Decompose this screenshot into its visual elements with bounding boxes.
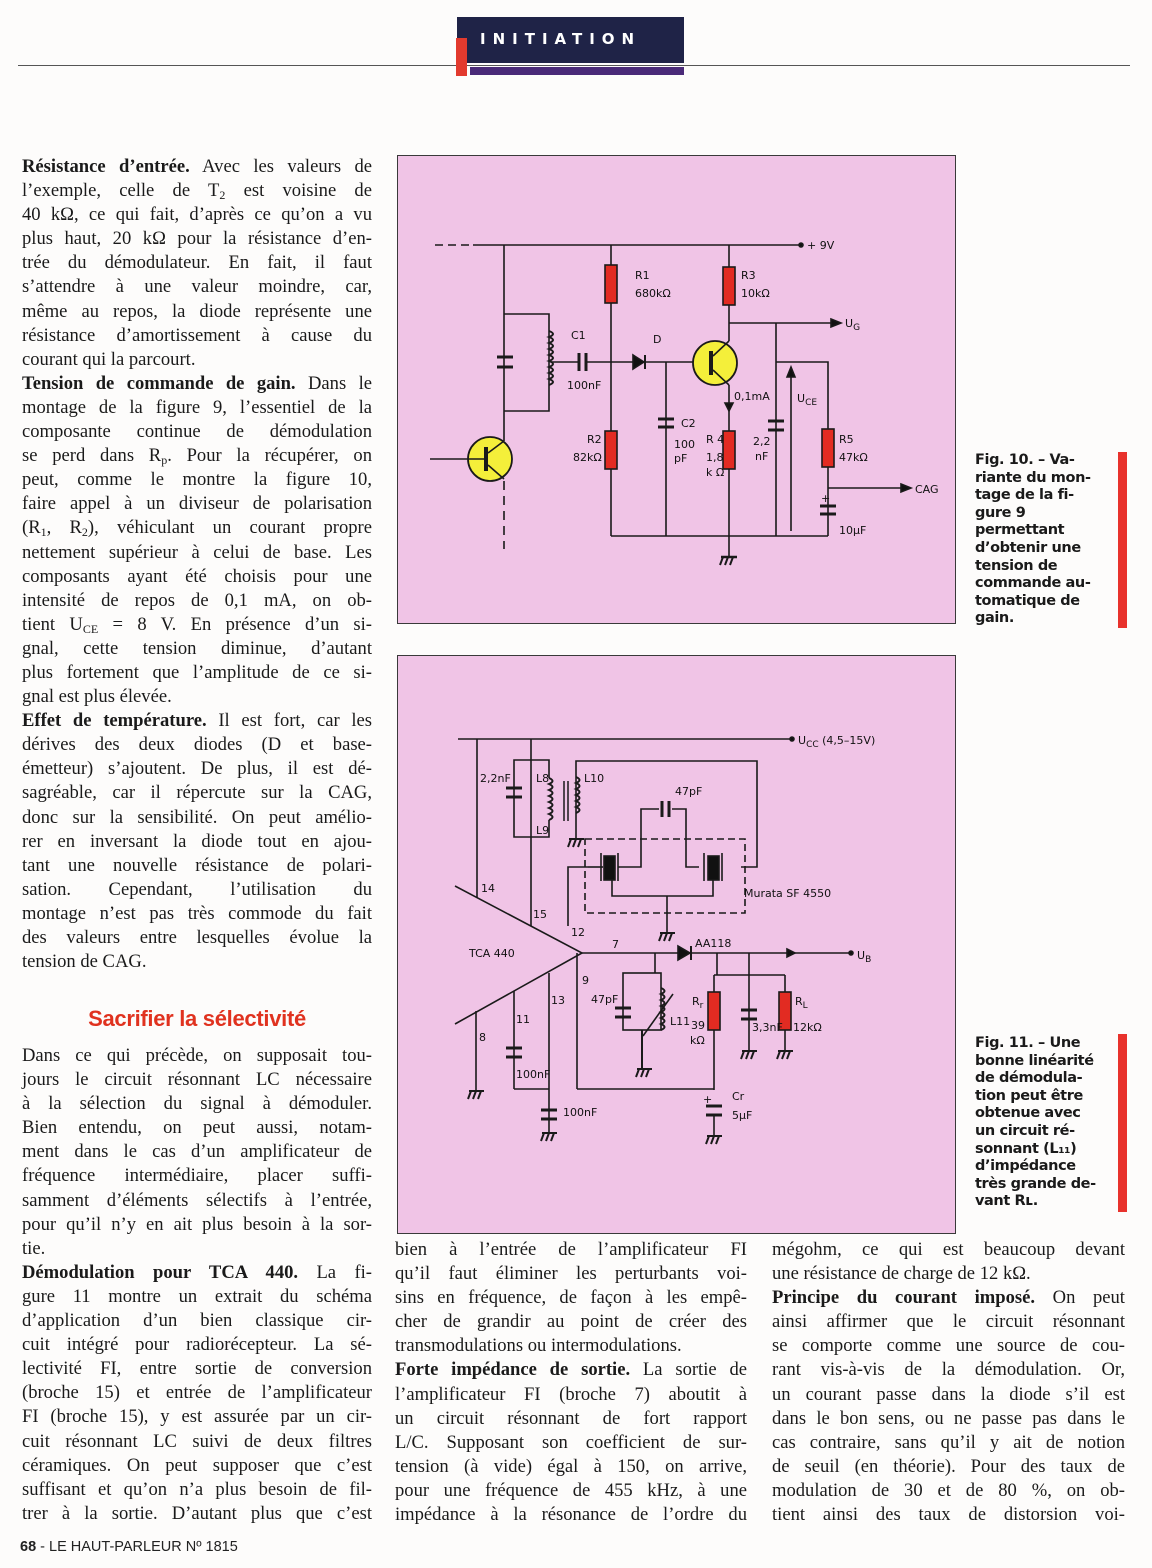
text-line [22, 733, 372, 757]
text-segment: Il est fort, car les [206, 710, 372, 732]
text-line [22, 854, 372, 878]
text-segment: dans le bon sens, ou ne passe pas dans le [772, 1407, 1125, 1429]
text-line [22, 1092, 372, 1116]
text-segment: céramiques. On peut supposer que c’est [22, 1454, 372, 1476]
label-rr-value: 39 [691, 1019, 705, 1032]
section-heading: Sacrifier la sélectivité [88, 1006, 306, 1031]
text-line [22, 227, 372, 251]
text-segment: 2 [219, 188, 226, 203]
label-c100b: 100nF [563, 1106, 598, 1119]
fig10-circuit [398, 156, 955, 623]
text-segment: à la sélection du signal à démoduler. [22, 1093, 372, 1115]
caption-line: Fig. 10. – Va- [975, 452, 1075, 468]
banner-red-tab [456, 38, 467, 76]
caption-line: tomatique de [975, 592, 1080, 609]
left-column-top [22, 155, 372, 974]
label-cr: Cr [732, 1090, 745, 1103]
right-column [772, 1238, 1125, 1527]
run-in-heading: Effet de température. [22, 710, 207, 732]
text-line [772, 1286, 1125, 1310]
label-rl-value: 12kΩ [793, 1021, 822, 1034]
text-segment: trée du démodulateur. En fait, il faut [22, 252, 372, 274]
text-line [22, 516, 372, 540]
text-segment: Avec les valeurs de [189, 156, 372, 177]
text-segment: p [161, 453, 168, 468]
text-segment: un circuit résonnant de fort rapport [395, 1407, 747, 1429]
text-line [395, 1334, 747, 1358]
label-r2: R2 [587, 433, 602, 446]
text-line [22, 806, 372, 830]
label-diode: AA118 [695, 937, 732, 950]
text-segment: , R [46, 517, 82, 539]
text-segment: des valeurs entre lesquelles évolue la [22, 927, 372, 948]
text-segment: La sortie de [630, 1359, 747, 1381]
run-in-heading: Résistance d’entrée. [22, 156, 190, 177]
text-segment: On peut [1035, 1287, 1125, 1309]
text-line [22, 348, 372, 372]
text-line [22, 709, 372, 733]
label-ub: $U_B$ [857, 949, 872, 965]
figure-10-schematic [397, 155, 956, 624]
caption-line: obtenue avec [975, 1105, 1081, 1122]
text-line [22, 541, 372, 565]
text-segment: tient U [22, 613, 83, 635]
label-pin-7: 7 [612, 938, 619, 951]
text-segment: donc sur la sensibilité. On peut amélio- [22, 806, 372, 828]
text-line [22, 637, 372, 661]
label-c3-value: 2,2 [753, 435, 771, 448]
label-c1: C1 [571, 329, 586, 342]
text-segment: = 8 V. En présence d’un si- [98, 613, 372, 635]
text-line [22, 1044, 372, 1068]
label-ic: TCA 440 [469, 947, 515, 960]
text-segment: tension (à vide) égal à 150, on arrive, [395, 1455, 747, 1477]
text-segment: qu’il faut éliminer les perturbants voi- [395, 1263, 747, 1285]
text-segment: se perd dans R [22, 445, 162, 467]
caption-line: sonnant (L₁₁) [975, 1140, 1077, 1157]
header-rule [18, 65, 1130, 66]
text-line [22, 372, 372, 396]
text-segment: 40 kΩ, ce qui fait, d’après ce qu’on a vu [22, 204, 372, 226]
text-line [22, 830, 372, 854]
text-line [22, 1333, 372, 1357]
label-l8: L8 [536, 772, 550, 785]
text-line [22, 179, 372, 203]
text-segment: plus haut, 20 kΩ pour la résistance d’en- [22, 228, 372, 250]
text-segment: plus fortement que l’amplitude de ce si- [22, 661, 372, 683]
text-segment: cuit résonnant LC suivi de deux filtres [22, 1430, 372, 1452]
text-line [22, 1502, 372, 1526]
label-c4-value: 10µF [839, 524, 867, 537]
page-number: 68 [20, 1539, 37, 1555]
caption-line: d’obtenir une [975, 539, 1081, 556]
caption-line: tension de [975, 557, 1058, 574]
text-line [22, 1189, 372, 1213]
text-segment: composante continue de démodulation [22, 421, 372, 443]
text-line [22, 1261, 372, 1285]
text-line [395, 1238, 747, 1262]
text-line [395, 1503, 747, 1527]
text-segment: émetteur) s’ajoutent. De plus, il est dé- [22, 758, 372, 780]
label-current: 0,1mA [734, 390, 770, 403]
caption-line: un circuit ré- [975, 1122, 1075, 1139]
caption-line: riante du mon- [975, 469, 1091, 486]
text-line [22, 781, 372, 805]
label-cr-value: 5µF [732, 1109, 753, 1122]
text-line [395, 1310, 747, 1334]
label-c2-value: 100 [674, 438, 695, 451]
run-in-heading: Tension de commande de gain. [22, 372, 296, 394]
text-line [22, 565, 372, 589]
text-segment: peut, comme le montre la figure 10, [22, 469, 372, 491]
label-pin-12: 12 [571, 926, 585, 939]
text-segment: une résistance de charge de 12 kΩ. [772, 1263, 1031, 1285]
page-footer [20, 1539, 238, 1555]
text-line [772, 1503, 1125, 1527]
label-pin-15: 15 [533, 908, 547, 921]
label-r3-value: 10kΩ [741, 287, 770, 300]
text-line [22, 492, 372, 516]
text-segment: cas contraire, sans qu’il y ait de notion [772, 1431, 1125, 1453]
label-c47b: 47pF [591, 993, 619, 1006]
caption-line: permettant [975, 522, 1065, 539]
label-r5-value: 47kΩ [839, 451, 868, 464]
text-segment: courant qui la parcourt. [22, 348, 196, 370]
label-pin-13: 13 [551, 994, 565, 1007]
label-c2: C2 [681, 417, 696, 430]
caption-line: très grande de- [975, 1175, 1096, 1192]
caption-line: de démodula- [975, 1070, 1083, 1087]
text-line [22, 1430, 372, 1454]
label-murata-filter: Murata SF 4550 [744, 887, 832, 900]
label-r3: R3 [741, 269, 756, 282]
text-segment: cher de grandir au point de créer des [395, 1311, 747, 1333]
text-segment: tie. [22, 1237, 46, 1259]
text-segment: même au repos, la diode représente une [22, 300, 372, 322]
middle-column [395, 1238, 747, 1527]
text-segment: montage n’est pas très commode du fait [22, 902, 372, 924]
label-c47a: 47pF [675, 785, 703, 798]
label-pin-14: 14 [481, 882, 495, 895]
text-line [22, 1478, 372, 1502]
label-pin-11: 11 [516, 1013, 530, 1026]
label-rr-unit: kΩ [690, 1034, 705, 1047]
text-line [22, 251, 372, 275]
text-segment: bien à l’entrée de l’amplificateur FI [395, 1239, 747, 1260]
text-segment: se comporte comme une source de cou- [772, 1335, 1125, 1357]
text-line [22, 1213, 372, 1237]
text-segment: trer à la sortie. D’autant plus que c’est [22, 1502, 372, 1524]
text-line [22, 1164, 372, 1188]
left-column-bottom [22, 1044, 372, 1526]
text-line [772, 1383, 1125, 1407]
label-c1-value: 100nF [567, 379, 602, 392]
text-segment: FI (broche 15), y est assurée par un cir- [22, 1406, 372, 1428]
text-segment: L/C. Supposant son coefficient de sur- [395, 1431, 747, 1453]
text-segment: fréquence intermédiaire, placer suffi- [22, 1165, 372, 1187]
text-line [22, 926, 372, 950]
text-segment: transmodulations ou intermodulations. [395, 1335, 682, 1357]
text-line [22, 613, 372, 637]
text-line [395, 1407, 747, 1431]
label-plus: + [821, 492, 831, 505]
label-r4-value: 1,8 [706, 451, 724, 464]
text-line [22, 757, 372, 781]
text-line [395, 1383, 747, 1407]
text-line [772, 1310, 1125, 1334]
text-segment: de seuil (en théorie). Pour des taux de [772, 1455, 1125, 1477]
text-line [22, 1309, 372, 1333]
label-l9: L9 [536, 824, 550, 837]
text-segment: tient ainsi des taux de distorsion voi- [772, 1504, 1125, 1526]
figure-10-caption [975, 452, 1091, 628]
text-line [22, 902, 372, 926]
text-line [772, 1334, 1125, 1358]
text-segment: tant une nouvelle résistance de polari- [22, 854, 372, 876]
text-segment: (R [22, 517, 41, 539]
label-cag: CAG [915, 483, 939, 496]
banner-stripe [470, 67, 684, 75]
text-segment: un courant passe dans la diode s’il est [772, 1383, 1125, 1405]
label-d: D [653, 333, 662, 346]
text-line [22, 444, 372, 468]
text-segment: suffisant et qu’on n’a plus besoin de fil- [22, 1478, 372, 1500]
text-line [395, 1358, 747, 1382]
text-segment: CE [82, 621, 99, 636]
label-r5: R5 [839, 433, 854, 446]
caption-line: commande au- [975, 575, 1091, 592]
caption-line: d’impédance [975, 1158, 1076, 1175]
label-rr: $R_r$ [692, 995, 704, 1011]
text-line [22, 1405, 372, 1429]
text-segment: faire appel à un diviseur de polarisation [22, 493, 372, 515]
text-segment: sins en fréquence, de façon à les empê- [395, 1287, 747, 1309]
text-line [22, 1068, 372, 1092]
caption-line: tage de la fi- [975, 487, 1074, 504]
text-line [22, 275, 372, 299]
text-segment: ment dans le cas d’un amplificateur de [22, 1141, 372, 1163]
text-line [772, 1431, 1125, 1455]
label-pin-8: 8 [479, 1031, 486, 1044]
text-segment: (broche 15) et entrée de l’amplificateur [22, 1382, 372, 1404]
text-segment: d’application d’un bien classique cir- [22, 1310, 372, 1332]
text-segment: pour qu’il n’y en ait plus besoin à la sor- [22, 1213, 372, 1235]
caption-line: gure 9 [975, 504, 1026, 521]
text-line [772, 1262, 1125, 1286]
text-line [22, 878, 372, 902]
text-segment: impédance à la résonance de l’ordre du [395, 1504, 747, 1526]
text-line [22, 1140, 372, 1164]
text-segment: ), véhiculant un courant propre [87, 517, 372, 539]
label-supply: $U_{CC}$ (4,5–15V) [798, 734, 876, 750]
text-segment: est voisine de [225, 180, 372, 202]
text-line [22, 203, 372, 227]
text-segment: 2 [81, 525, 88, 540]
text-segment: 1 [40, 525, 47, 540]
run-in-heading: Forte impédance de sortie. [395, 1359, 631, 1381]
text-segment: pour une fréquence de 455 kHz, à une [395, 1479, 747, 1501]
caption-line: tion peut être [975, 1087, 1083, 1104]
text-line [22, 300, 372, 324]
caption-line: Fig. 11. – Une [975, 1035, 1081, 1051]
text-segment: jours le circuit résonnant LC nécessaire [22, 1069, 372, 1091]
text-line [22, 1381, 372, 1405]
text-line [772, 1358, 1125, 1382]
text-line [395, 1455, 747, 1479]
text-segment: résistance d’amortissement à cause du [22, 324, 372, 346]
label-c22: 2,2nF [480, 772, 511, 785]
text-segment: rer en inversant la diode tout en ajou- [22, 830, 372, 852]
label-rl: $R_L$ [795, 995, 808, 1011]
text-line [22, 589, 372, 613]
text-segment: intensité de repos de 0,1 mA, on ob- [22, 589, 372, 611]
text-line [22, 155, 372, 179]
section-title: INITIATION [480, 30, 642, 48]
caption-bar [1118, 1034, 1127, 1212]
text-segment: l’exemple, celle de T [22, 180, 220, 202]
text-segment: s’attendre à une valeur moindre, car, [22, 276, 372, 298]
publication-name: - LE HAUT-PARLEUR Nº 1815 [36, 1539, 238, 1555]
text-line [22, 1357, 372, 1381]
figure-11-schematic [397, 655, 956, 1234]
text-line [22, 420, 372, 444]
text-segment: . Pour la récupérer, on [167, 445, 372, 467]
run-in-heading: Principe du courant imposé. [772, 1287, 1036, 1309]
text-segment: composants ayant été choisis pour une [22, 565, 372, 587]
label-pin-9: 9 [582, 974, 589, 987]
figure-11-caption [975, 1035, 1096, 1211]
text-segment: cuit intégré pour radiorécepteur. La sé- [22, 1334, 372, 1356]
text-segment: sagréable, car il répercute sur la CAG, [22, 782, 372, 804]
text-line [772, 1407, 1125, 1431]
text-line [22, 1454, 372, 1478]
text-segment: modulation de 30 et de 80 %, on ob- [772, 1479, 1125, 1501]
label-l10: L10 [584, 772, 605, 785]
label-plus: + [703, 1093, 713, 1106]
label-r1-value: 680kΩ [635, 287, 671, 300]
text-line [22, 324, 372, 348]
label-uce: $U_{CE}$ [797, 392, 818, 408]
text-segment: Bien entendu, on peut aussi, notam- [22, 1117, 372, 1139]
text-segment: lectivité FI, entre sortie de conversion [22, 1358, 372, 1380]
text-segment: samment d’éléments sélectifs à l’entrée, [22, 1189, 372, 1211]
text-line [22, 396, 372, 420]
text-line [772, 1479, 1125, 1503]
text-segment: montage de la figure 9, l’essentiel de la [22, 396, 372, 418]
label-r1: R1 [635, 269, 650, 282]
text-line [772, 1238, 1125, 1262]
fig11-circuit [398, 656, 955, 1233]
text-line [22, 1116, 372, 1140]
text-line [22, 1237, 372, 1261]
text-segment: gnal, cette tension diminue, d’autant [22, 637, 372, 659]
caption-bar [1118, 452, 1127, 628]
text-segment: dérives des deux diodes (D et base- [22, 734, 372, 756]
text-segment: gnal est plus élevée. [22, 686, 172, 708]
label-ug: $U_G$ [845, 317, 861, 333]
text-line [395, 1479, 747, 1503]
text-segment: Dans le [295, 372, 372, 394]
text-line [22, 661, 372, 685]
label-c33: 3,3nF [752, 1021, 783, 1034]
text-segment: sation. Cependant, l’utilisation du [22, 878, 372, 900]
label-r4: R 4 [706, 433, 725, 446]
label-c100a: 100nF [516, 1068, 551, 1081]
text-segment: nettement supérieur à celui de base. Les [22, 541, 372, 563]
text-segment: gure 11 montre un extrait du schéma [22, 1285, 372, 1307]
text-segment: Dans ce qui précède, on supposait tou- [22, 1045, 372, 1066]
label-supply: + 9V [807, 239, 835, 252]
text-line [22, 685, 372, 709]
label-l11: L11 [670, 1015, 691, 1028]
text-line [395, 1431, 747, 1455]
run-in-heading: Démodulation pour TCA 440. [22, 1261, 299, 1283]
text-line [395, 1286, 747, 1310]
text-segment: tension de CAG. [22, 951, 147, 973]
text-line [22, 1285, 372, 1309]
text-line [22, 950, 372, 974]
text-line [395, 1262, 747, 1286]
caption-line: vant Rʟ. [975, 1193, 1038, 1210]
text-line [22, 468, 372, 492]
caption-line: gain. [975, 610, 1014, 627]
text-segment: La fi- [298, 1261, 372, 1283]
text-segment: rant vis-à-vis de la démodulation. Or, [772, 1359, 1125, 1381]
label-r4-unit: k Ω [706, 466, 725, 479]
caption-line: bonne linéarité [975, 1052, 1094, 1069]
text-segment: ainsi affirmer que le circuit résonnant [772, 1311, 1125, 1333]
text-line [772, 1455, 1125, 1479]
label-c2-unit: pF [674, 452, 688, 465]
label-c3-unit: nF [755, 450, 769, 463]
label-r2-value: 82kΩ [573, 451, 602, 464]
text-segment: mégohm, ce qui est beaucoup devant [772, 1239, 1125, 1260]
text-segment: l’amplificateur FI (broche 7) aboutit à [395, 1383, 747, 1405]
